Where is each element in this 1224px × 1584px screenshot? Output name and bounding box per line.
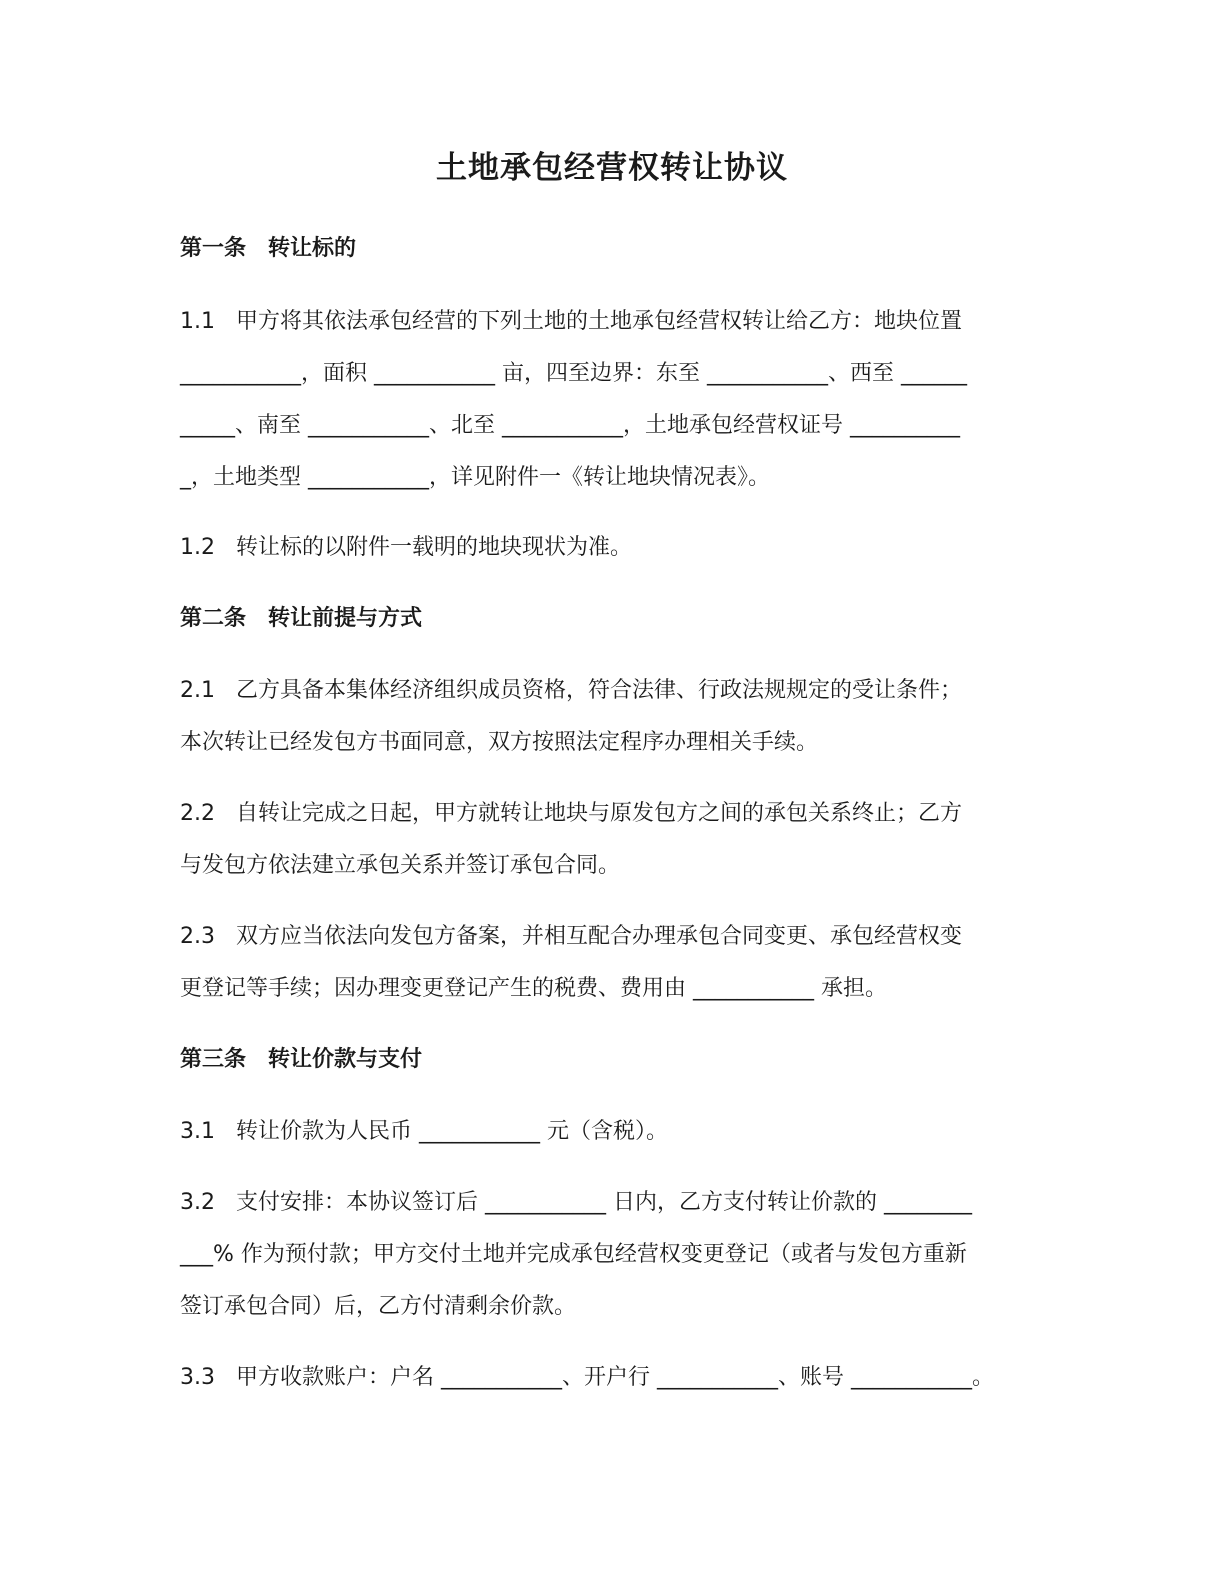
clause-number: 3.3: [180, 1365, 215, 1390]
section-heading-2: 第二条 转让前提与方式: [180, 606, 423, 631]
clause-line: 签订承包合同）后，乙方付清剩余价款。: [180, 1294, 577, 1319]
clause-1-1: [180, 296, 1050, 504]
clause-line: [180, 665, 1050, 717]
clause-number: 2.3: [180, 924, 215, 949]
clause-number: 3.2: [180, 1190, 215, 1215]
clause-line: [180, 788, 1050, 840]
clause-line: [180, 1177, 1050, 1229]
clause-text: 支付安排：本协议签订后 ___________ 日内，乙方支付转让价款的 ________: [236, 1190, 972, 1215]
clause-text: 转让标的以附件一载明的地块现状为准。: [236, 535, 633, 560]
clause-number: 1.1: [180, 309, 215, 334]
clause-line: 与发包方依法建立承包关系并签订承包合同。: [180, 853, 621, 878]
clause-line: 本次转让已经发包方书面同意，双方按照法定程序办理相关手续。: [180, 730, 819, 755]
section-heading-1: 第一条 转让标的: [180, 236, 357, 261]
clause-line: ___% 作为预付款；甲方交付土地并完成承包经营权变更登记（或者与发包方重新: [180, 1242, 967, 1267]
clause-1-2: [180, 522, 1050, 574]
clause-number: 3.1: [180, 1119, 215, 1144]
document-title: 土地承包经营权转让协议: [436, 150, 788, 186]
clause-line: _____、南至 ___________、北至 ___________，土地承包经营权证号 __________: [180, 413, 960, 438]
clause-2-3: [180, 911, 1050, 1015]
clause-3-1: [180, 1106, 1050, 1158]
clause-line: [180, 1352, 1050, 1404]
clause-text: 甲方收款账户：户名 ___________、开户行 ___________、账号 ___________。: [236, 1365, 994, 1390]
clause-text: 乙方具备本集体经济组织成员资格，符合法律、行政法规规定的受让条件；: [236, 678, 963, 703]
clause-line: [180, 522, 1050, 574]
clause-text: 甲方将其依法承包经营的下列土地的土地承包经营权转让给乙方：地块位置: [236, 309, 963, 334]
clause-2-2: [180, 788, 1050, 892]
section-heading-3: 第三条 转让价款与支付: [180, 1047, 423, 1072]
clause-line: ___________，面积 ___________ 亩，四至边界：东至 ___________、西至 ______: [180, 361, 967, 386]
clause-text: 自转让完成之日起，甲方就转让地块与原发包方之间的承包关系终止；乙方: [236, 801, 963, 826]
clause-text: 双方应当依法向发包方备案，并相互配合办理承包合同变更、承包经营权变: [236, 924, 963, 949]
clause-line: _，土地类型 ___________，详见附件一《转让地块情况表》。: [180, 465, 770, 490]
clause-3-3: [180, 1352, 1050, 1404]
clause-2-1: [180, 665, 1050, 769]
clause-3-2: [180, 1177, 1050, 1333]
clause-number: 2.1: [180, 678, 215, 703]
clause-line: [180, 1106, 1050, 1158]
clause-line: [180, 296, 1050, 348]
clause-number: 1.2: [180, 535, 215, 560]
clause-line: 更登记等手续；因办理变更登记产生的税费、费用由 ___________ 承担。: [180, 976, 887, 1001]
clause-number: 2.2: [180, 801, 215, 826]
clause-line: [180, 911, 1050, 963]
clause-text: 转让价款为人民币 ___________ 元（含税）。: [236, 1119, 668, 1144]
